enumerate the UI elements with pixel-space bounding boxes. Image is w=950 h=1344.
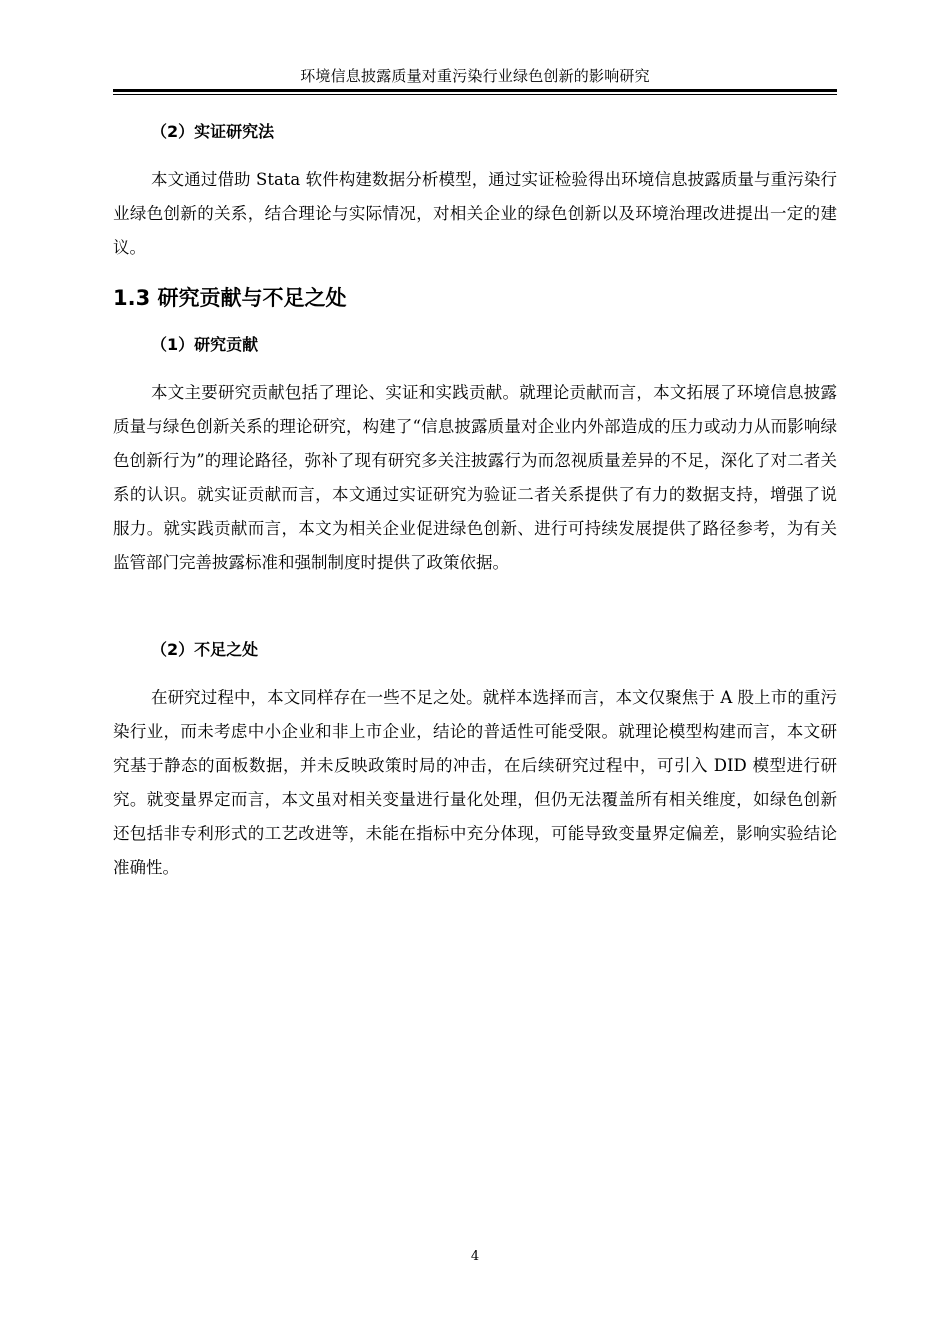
empirical-method-paragraph: 本文通过借助 Stata 软件构建数据分析模型，通过实证检验得出环境信息披露质量与重污染行业绿色创新的关系，结合理论与实际情况，对相关企业的绿色创新以及环境治理改进提出一定的建议。	[113, 170, 837, 257]
empirical-method-heading: （2）实证研究法	[151, 122, 275, 141]
contribution-heading: （1）研究贡献	[151, 335, 259, 354]
contribution-paragraph: 本文主要研究贡献包括了理论、实证和实践贡献。就理论贡献而言，本文拓展了环境信息披露质量与绿色创新关系的理论研究，构建了“信息披露质量对企业内外部造成的压力或动力从而影响绿色创新行为”的理论路径，弥补了现有研究多关注披露行为而忽视质量差异的不足，深化了对二者关系的认识。就实证贡献而言，本文通过实证研究为验证二者关系提供了有力的数据支持，增强了说服力。就实践贡献而言，本文为相关企业促进绿色创新、进行可持续发展提供了路径参考，为有关监管部门完善披露标准和强制制度时提供了政策依据。	[113, 383, 837, 572]
page-number: 4	[470, 1249, 480, 1264]
header-rule-thin	[113, 94, 837, 95]
shortcomings-paragraph: 在研究过程中，本文同样存在一些不足之处。就样本选择而言，本文仅聚焦于 A 股上市的重污染行业，而未考虑中小企业和非上市企业，结论的普适性可能受限。就理论模型构建而言，本文研究基于静态的面板数据，并未反映政策时局的冲击，在后续研究过程中，可引入 DID 模型进行研究。就变量界定而言，本文虽对相关变量进行量化处理，但仍无法覆盖所有相关维度，如绿色创新还包括非专利形式的工艺改进等，未能在指标中充分体现，可能导致变量界定偏差，影响实验结论准确性。	[113, 688, 837, 877]
section-heading-1-3: 1.3 研究贡献与不足之处	[113, 286, 347, 310]
running-header-title: 环境信息披露质量对重污染行业绿色创新的影响研究	[300, 67, 650, 85]
shortcomings-heading: （2）不足之处	[151, 640, 259, 659]
header-rule-thick	[113, 89, 837, 92]
